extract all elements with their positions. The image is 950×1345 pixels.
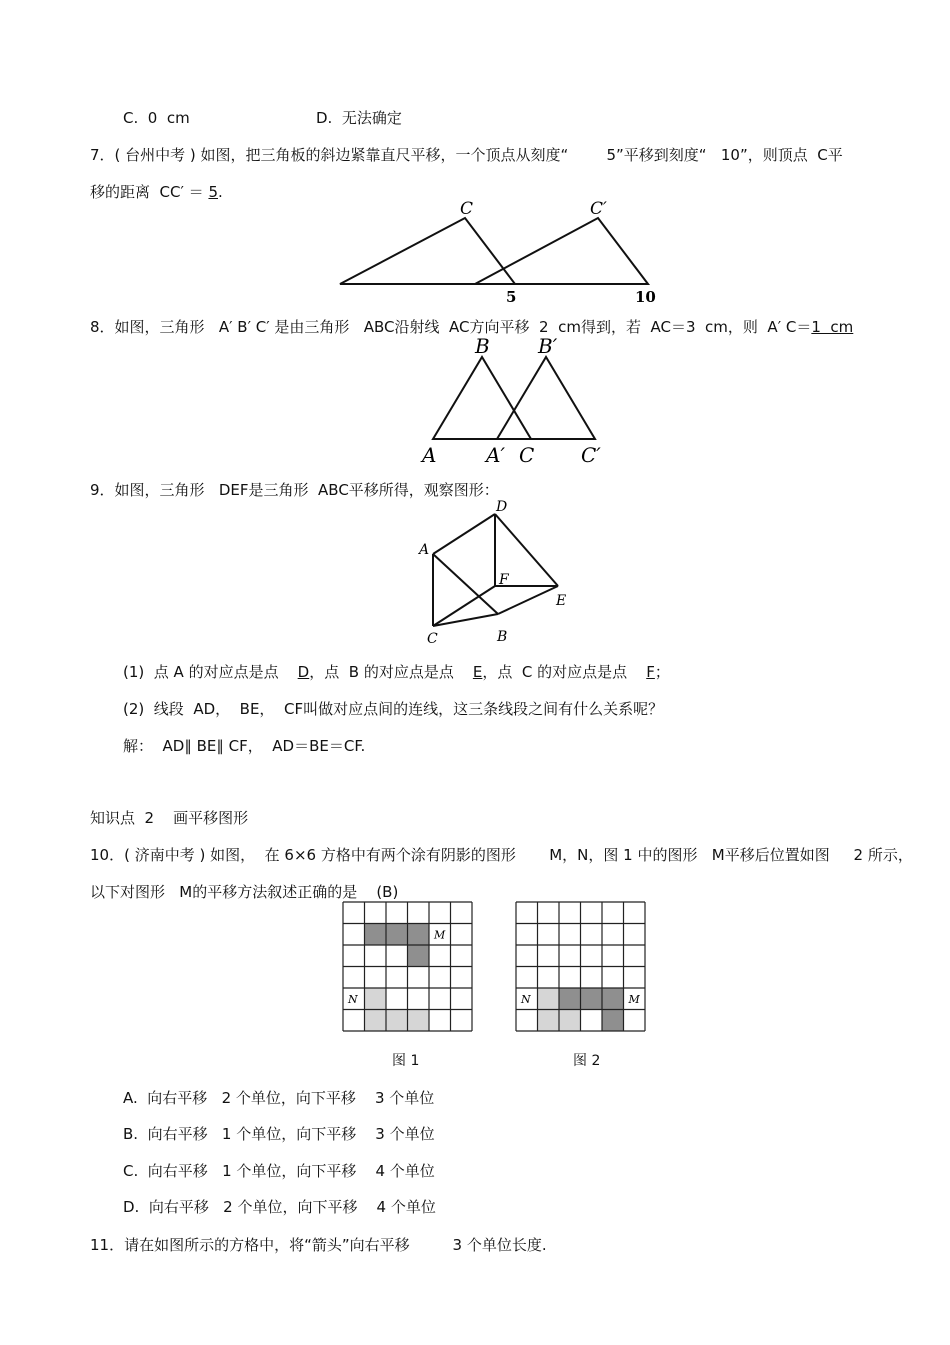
q9-solution: 解： AD∥ BE∥ CF， AD＝BE＝CF. bbox=[123, 737, 366, 755]
q8-label-b-prime: B′ bbox=[538, 336, 558, 358]
q8-label-a: A bbox=[422, 443, 437, 466]
q10-option-c: C. 向右平移 1 个单位，向下平移 4 个单位 bbox=[123, 1162, 435, 1180]
q11-stem: 11．请在如图所示的方格中，将“箭头”向右平移 3 个单位长度. bbox=[90, 1236, 547, 1254]
q8-label-c-prime: C′ bbox=[581, 443, 601, 466]
q10-grid-figure-1 bbox=[342, 901, 474, 1033]
q7-triangle-moved bbox=[475, 218, 648, 284]
shaded-cell-n bbox=[386, 1010, 408, 1032]
shaded-cell-n bbox=[408, 1010, 430, 1032]
q8-label-b: B bbox=[475, 336, 490, 358]
q9-label-d: D bbox=[496, 499, 508, 515]
q9-stem: 9．如图，三角形 DEF是三角形 ABC平移所得，观察图形： bbox=[90, 481, 499, 499]
q8-stem: 8．如图，三角形 A′ B′ C′ 是由三角形 ABC沿射线 AC方向平移 2 cm得到，若 AC＝3 cm，则 A′ C＝1 cm bbox=[90, 318, 854, 336]
shaded-cell-n bbox=[538, 988, 560, 1010]
q7-answer: 5 bbox=[208, 183, 218, 201]
q10-caption-figure-2: 图 2 bbox=[573, 1053, 601, 1069]
q9-answer-d: D bbox=[297, 663, 310, 681]
q8-label-a-prime: A′ bbox=[486, 443, 505, 466]
shaded-cell-m bbox=[408, 945, 430, 967]
q8-triangle-abc-prime bbox=[497, 357, 595, 439]
q9-answer-f: F bbox=[646, 663, 655, 681]
q6-option-c: C. 0 cm bbox=[123, 109, 190, 127]
q9-label-b: B bbox=[497, 629, 508, 645]
shaded-cell-n bbox=[365, 1010, 387, 1032]
shaded-cell-m bbox=[365, 924, 387, 946]
label-m: M bbox=[434, 928, 446, 942]
q9-figure bbox=[415, 496, 575, 648]
shaded-cell-m bbox=[386, 924, 408, 946]
q9-part1: (1) 点 A 的对应点是点 D，点 B 的对应点是点 E，点 C 的对应点是点 F； bbox=[123, 663, 670, 681]
label-m: M bbox=[628, 993, 640, 1006]
shaded-cell-m bbox=[602, 1010, 624, 1032]
shaded-cell-n bbox=[365, 988, 387, 1010]
q6-option-d: D. 无法确定 bbox=[316, 109, 402, 127]
label-n: N bbox=[521, 993, 531, 1006]
q7-triangle-original bbox=[340, 218, 515, 284]
q7-stem: 7．( 台州中考 ) 如图，把三角板的斜边紧靠直尺平移，一个顶点从刻度“ 5”平移到刻度“ 10”，则顶点 C平 bbox=[90, 146, 843, 164]
q7-figure bbox=[330, 198, 670, 306]
q9-label-c: C bbox=[427, 631, 438, 647]
q10-stem-line2: 以下对图形 M的平移方法叙述正确的是 (B) bbox=[90, 883, 399, 901]
q8-figure bbox=[415, 336, 615, 466]
q9-segment-be bbox=[498, 586, 558, 614]
q10-option-a: A. 向右平移 2 个单位，向下平移 3 个单位 bbox=[123, 1089, 435, 1107]
q8-answer: 1 cm bbox=[811, 318, 854, 336]
q7-label-c: C bbox=[460, 199, 474, 219]
label-n: N bbox=[348, 993, 358, 1006]
shaded-cell-n bbox=[559, 1010, 581, 1032]
q9-answer-e: E bbox=[472, 663, 483, 681]
q10-option-d: D. 向右平移 2 个单位，向下平移 4 个单位 bbox=[123, 1198, 436, 1216]
shaded-cell-m bbox=[602, 988, 624, 1010]
q8-triangle-abc bbox=[433, 357, 531, 439]
q9-label-a: A bbox=[419, 542, 430, 558]
q9-part2: (2) 线段 AD， BE， CF叫做对应点间的连线，这三条线段之间有什么关系呢？ bbox=[123, 700, 664, 718]
q7-tick-10: 10 bbox=[635, 288, 656, 306]
shaded-cell-m bbox=[559, 988, 581, 1010]
q9-label-f: F bbox=[499, 572, 509, 588]
q8-label-c: C bbox=[519, 443, 535, 466]
q7-stem-line2: 移的距离 CC′ ＝ 5. bbox=[90, 183, 223, 201]
q10-option-b: B. 向右平移 1 个单位，向下平移 3 个单位 bbox=[123, 1125, 435, 1143]
q9-segment-ad bbox=[433, 514, 495, 554]
q10-caption-figure-1: 图 1 bbox=[392, 1053, 420, 1069]
shaded-cell-m bbox=[581, 988, 603, 1010]
section-heading: 知识点 2 画平移图形 bbox=[90, 809, 249, 827]
shaded-cell-n bbox=[538, 1010, 560, 1032]
q10-stem: 10．( 济南中考 ) 如图， 在 6×6 方格中有两个涂有阴影的图形 M，N，图 1 中的图形 M平移后位置如图 2 所示， bbox=[90, 846, 913, 864]
shaded-cell-m bbox=[408, 924, 430, 946]
q10-grid-figure-2 bbox=[515, 901, 647, 1033]
q7-label-c-prime: C′ bbox=[590, 199, 607, 219]
q9-label-e: E bbox=[556, 593, 567, 609]
q7-tick-5: 5 bbox=[506, 288, 517, 306]
